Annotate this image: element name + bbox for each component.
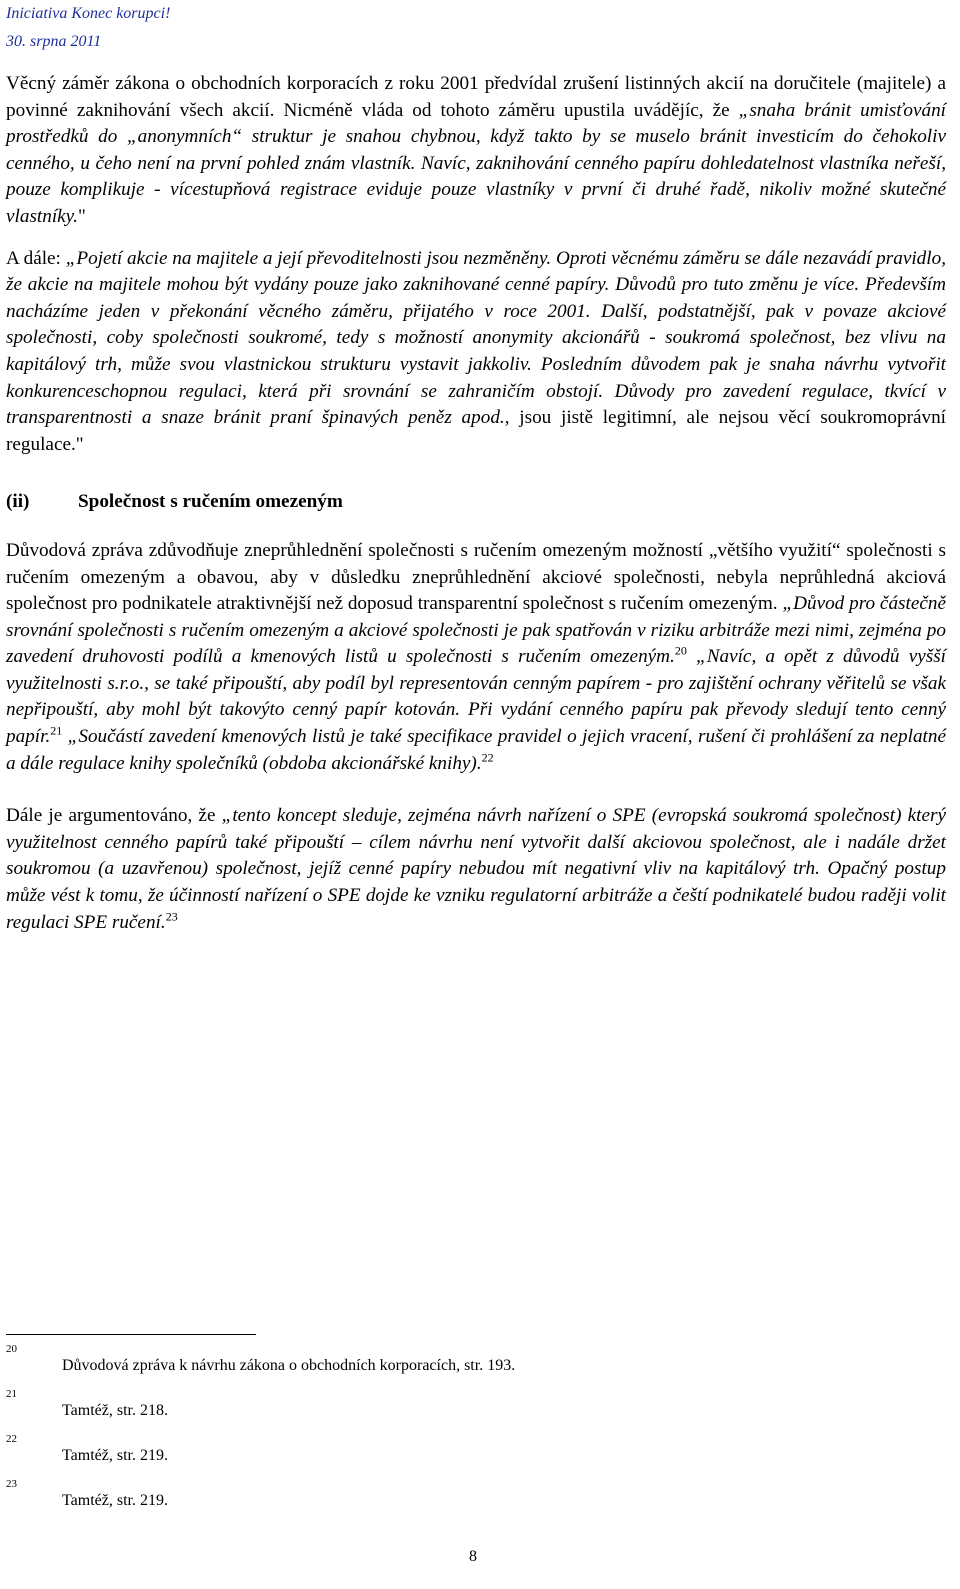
paragraph-1-end: " bbox=[77, 205, 86, 227]
footnote bbox=[6, 1470, 946, 1515]
section-number: (ii) bbox=[6, 491, 30, 513]
header-initiative: Iniciativa Konec korupci! bbox=[6, 5, 171, 22]
paragraph-3-quote-2: „Navíc, a opět z důvodů vyšší využitelnosti s.r.o., se také připouští, aby podíl byl representován cenným papírem - pro zajištění ochrany věřitelů se však nepřipouští, aby mohl být takovýto cenný papír kotován. Při vydání cenného papíru pak převody sledují tento cenný papír. bbox=[6, 646, 946, 748]
section-title: Společnost s ručením omezeným bbox=[78, 491, 343, 513]
footnote-text: Tamtéž, str. 219. bbox=[62, 1492, 168, 1509]
paragraph-3-quote-1: „Důvod pro částečně srovnání společnosti s ručením omezeným a akciové společnosti je pak spatřován v riziku arbitráže mezi nimi, zejména po zavedení druhovosti podílů a kmenových listů u společnosti s ručením omezeným. bbox=[6, 593, 946, 668]
section-heading bbox=[6, 489, 946, 516]
paragraph-4-quote: „tento koncept sleduje, zejména návrh nařízení o SPE (evropská soukromá společnost) který využitelnost cenného papírů také připouští – cílem návrhu není vytvořit další akciovou společnost, ale i nadále držet soukromou (a uzavřenou) společnost, jejíž cenné papíry nebudou mít negativní vliv na kapitálový trh. Opačný postup může vést k tomu, že účinností nařízení o SPE dojde ke vzniku regulatorní arbitráže a čeští podnikatelé budou raději volit regulaci SPE ručení. bbox=[6, 805, 947, 933]
footnote-ref-21[interactable]: 21 bbox=[50, 723, 63, 738]
footnote-number: 20 bbox=[6, 1343, 17, 1355]
footnote-text: Tamtéž, str. 218. bbox=[62, 1402, 168, 1419]
paragraph-4 bbox=[6, 803, 946, 936]
page-header bbox=[6, 0, 170, 56]
footnote-number: 22 bbox=[6, 1433, 17, 1445]
page-number: 8 bbox=[469, 1548, 477, 1565]
paragraph-2 bbox=[6, 246, 946, 459]
footnote bbox=[6, 1335, 946, 1380]
header-date: 30. srpna 2011 bbox=[6, 33, 102, 50]
footnote bbox=[6, 1425, 946, 1470]
paragraph-3 bbox=[6, 538, 946, 777]
paragraph-1-quote: „snaha bránit umisťování prostředků do „anonymních“ struktur je snahou chybnou, když takto by se muselo bránit investicím do čehokoliv cenného, u čeho není na první pohled znám vlastník. Navíc, zaknihování cenného papíru dohledatelnost vlastníka neřeší, pouze komplikuje - vícestupňová registrace eviduje pouze vlastníky v první či druhé řadě, nikoliv možné skutečné vlastníky. bbox=[6, 99, 946, 227]
paragraph-4-text: Dále je argumentováno, že bbox=[6, 805, 222, 827]
footnote-ref-20[interactable]: 20 bbox=[674, 643, 687, 658]
paragraph-2-end: , jsou jistě legitimní, ale nejsou věcí soukromoprávní regulace." bbox=[6, 407, 946, 455]
document-body bbox=[6, 71, 946, 936]
paragraph-2-quote: „Pojetí akcie na majitele a její převoditelnosti jsou nezměněny. Oproti věcnému záměru se dále nezavádí pravidlo, že akcie na majitele mohou být vydány pouze jako zaknihované cenné papíry. Důvodů pro tuto změnu je více. Především nacházíme jeden v překonání věcného záměru, přijatého v roce 2001. Další, podstatnější, pak v povaze akciové společnosti, coby společnosti soukromé, tedy s možností anonymity akcionářů - soukromá společnost, bez vlivu na kapitálový trh, může svou vlastnickou strukturu vystavit jakkoliv. Posledním důvodem pak je snaha návrhu vytvořit konkurenceschopnou regulaci, která při srovnání se zahraničím obstojí. Důvody pro zavedení regulace, tkvící v transparentnosti a snaze bránit praní špinavých peněz apod. bbox=[6, 247, 946, 429]
paragraph-3-text: Důvodová zpráva zdůvodňuje zneprůhlednění společnosti s ručením omezeným možností „většího využití“ společnosti s ručením omezeným a obavou, aby v důsledku zneprůhlednění akciové společnosti, nebyla neprůhledná akciová společnost pro podnikatele atraktivnější než doposud transparentní společnost s ručením omezeným. bbox=[6, 539, 946, 615]
paragraph-2-text: A dále: bbox=[6, 247, 66, 269]
paragraph-3-quote-3: „Součástí zavedení kmenových listů je také specifikace pravidel o jejich vracení, rušení či prohlášení za neplatné a dále regulace knihy společníků (obdoba akcionářské knihy). bbox=[6, 726, 946, 774]
footnote-text: Důvodová zpráva k návrhu zákona o obchodních korporacích, str. 193. bbox=[62, 1357, 516, 1374]
footnote-number: 21 bbox=[6, 1388, 17, 1400]
paragraph-1-text: Věcný záměr zákona o obchodních korporacích z roku 2001 předvídal zrušení listinných akcií na doručitele (majitele) a povinné zaknihování všech akcií. Nicméně vláda od tohoto záměru upustila uvádějíc, že bbox=[6, 73, 946, 121]
paragraph-1 bbox=[6, 71, 946, 231]
footnotes bbox=[6, 1334, 946, 1515]
footnote-ref-23[interactable]: 23 bbox=[165, 909, 178, 924]
footnote-ref-22[interactable]: 22 bbox=[481, 750, 494, 765]
footnote-text: Tamtéž, str. 219. bbox=[62, 1447, 168, 1464]
footnote-number: 23 bbox=[6, 1478, 17, 1490]
footnote bbox=[6, 1380, 946, 1425]
